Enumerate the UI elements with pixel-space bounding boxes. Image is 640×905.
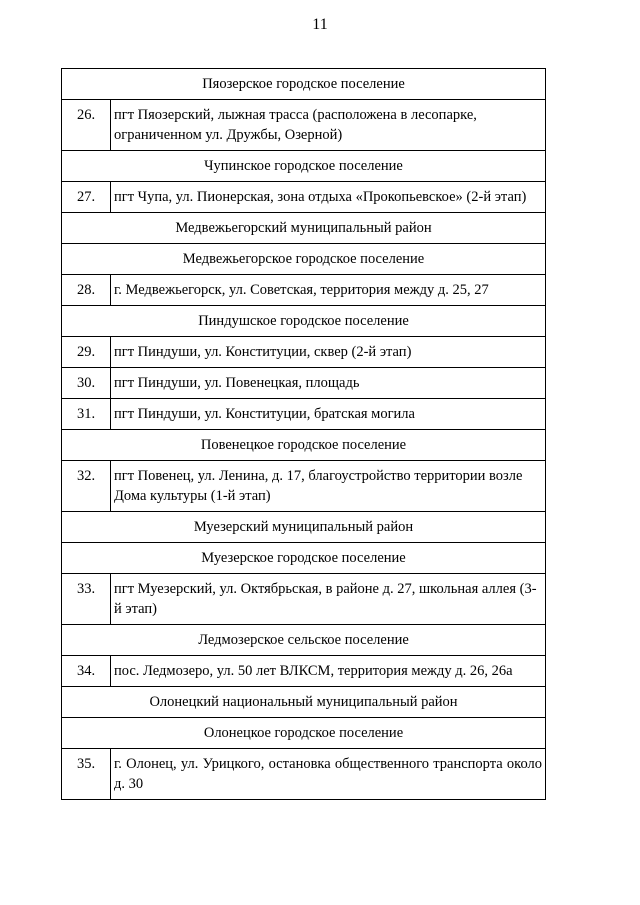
- section-row: [62, 430, 546, 461]
- row-description: пгт Пиндуши, ул. Конституции, сквер (2-й этап): [111, 337, 546, 368]
- section-title: Медвежьегорский муниципальный район: [62, 213, 546, 244]
- table-row: [62, 461, 546, 512]
- table-row: [62, 399, 546, 430]
- section-row: [62, 244, 546, 275]
- section-row: [62, 306, 546, 337]
- locations-table: [61, 68, 546, 800]
- table-row: [62, 656, 546, 687]
- section-row: [62, 687, 546, 718]
- row-number: 32.: [62, 461, 111, 512]
- section-row: [62, 625, 546, 656]
- row-description: пгт Пиндуши, ул. Повенецкая, площадь: [111, 368, 546, 399]
- row-number: 27.: [62, 182, 111, 213]
- row-description: г. Олонец, ул. Урицкого, остановка общественного транспорта около д. 30: [111, 749, 546, 800]
- table-row: [62, 749, 546, 800]
- table-row: [62, 275, 546, 306]
- row-number: 30.: [62, 368, 111, 399]
- row-number: 34.: [62, 656, 111, 687]
- section-row: [62, 151, 546, 182]
- row-number: 29.: [62, 337, 111, 368]
- section-title: Ледмозерское сельское поселение: [62, 625, 546, 656]
- table-row: [62, 182, 546, 213]
- section-row: [62, 69, 546, 100]
- section-title: Муезерское городское поселение: [62, 543, 546, 574]
- row-description: пгт Пяозерский, лыжная трасса (расположена в лесопарке, ограниченном ул. Дружбы, Озерной): [111, 100, 546, 151]
- section-title: Муезерский муниципальный район: [62, 512, 546, 543]
- row-description: г. Медвежьегорск, ул. Советская, территория между д. 25, 27: [111, 275, 546, 306]
- section-title: Чупинское городское поселение: [62, 151, 546, 182]
- table-row: [62, 337, 546, 368]
- table-row: [62, 368, 546, 399]
- row-description: пгт Повенец, ул. Ленина, д. 17, благоустройство территории возле Дома культуры (1-й этап): [111, 461, 546, 512]
- row-number: 31.: [62, 399, 111, 430]
- row-number: 35.: [62, 749, 111, 800]
- page-number: 11: [312, 16, 328, 33]
- row-description: пгт Чупа, ул. Пионерская, зона отдыха «Прокопьевское» (2-й этап): [111, 182, 546, 213]
- row-description: пгт Пиндуши, ул. Конституции, братская могила: [111, 399, 546, 430]
- section-row: [62, 213, 546, 244]
- section-title: Олонецкое городское поселение: [62, 718, 546, 749]
- section-title: Пиндушское городское поселение: [62, 306, 546, 337]
- table-row: [62, 574, 546, 625]
- row-description: пос. Ледмозеро, ул. 50 лет ВЛКСМ, территория между д. 26, 26а: [111, 656, 546, 687]
- section-row: [62, 718, 546, 749]
- section-row: [62, 543, 546, 574]
- section-row: [62, 512, 546, 543]
- row-number: 28.: [62, 275, 111, 306]
- row-description: пгт Муезерский, ул. Октябрьская, в районе д. 27, школьная аллея (3-й этап): [111, 574, 546, 625]
- section-title: Повенецкое городское поселение: [62, 430, 546, 461]
- row-number: 33.: [62, 574, 111, 625]
- section-title: Медвежьегорское городское поселение: [62, 244, 546, 275]
- row-number: 26.: [62, 100, 111, 151]
- section-title: Олонецкий национальный муниципальный район: [62, 687, 546, 718]
- table-row: [62, 100, 546, 151]
- section-title: Пяозерское городское поселение: [62, 69, 546, 100]
